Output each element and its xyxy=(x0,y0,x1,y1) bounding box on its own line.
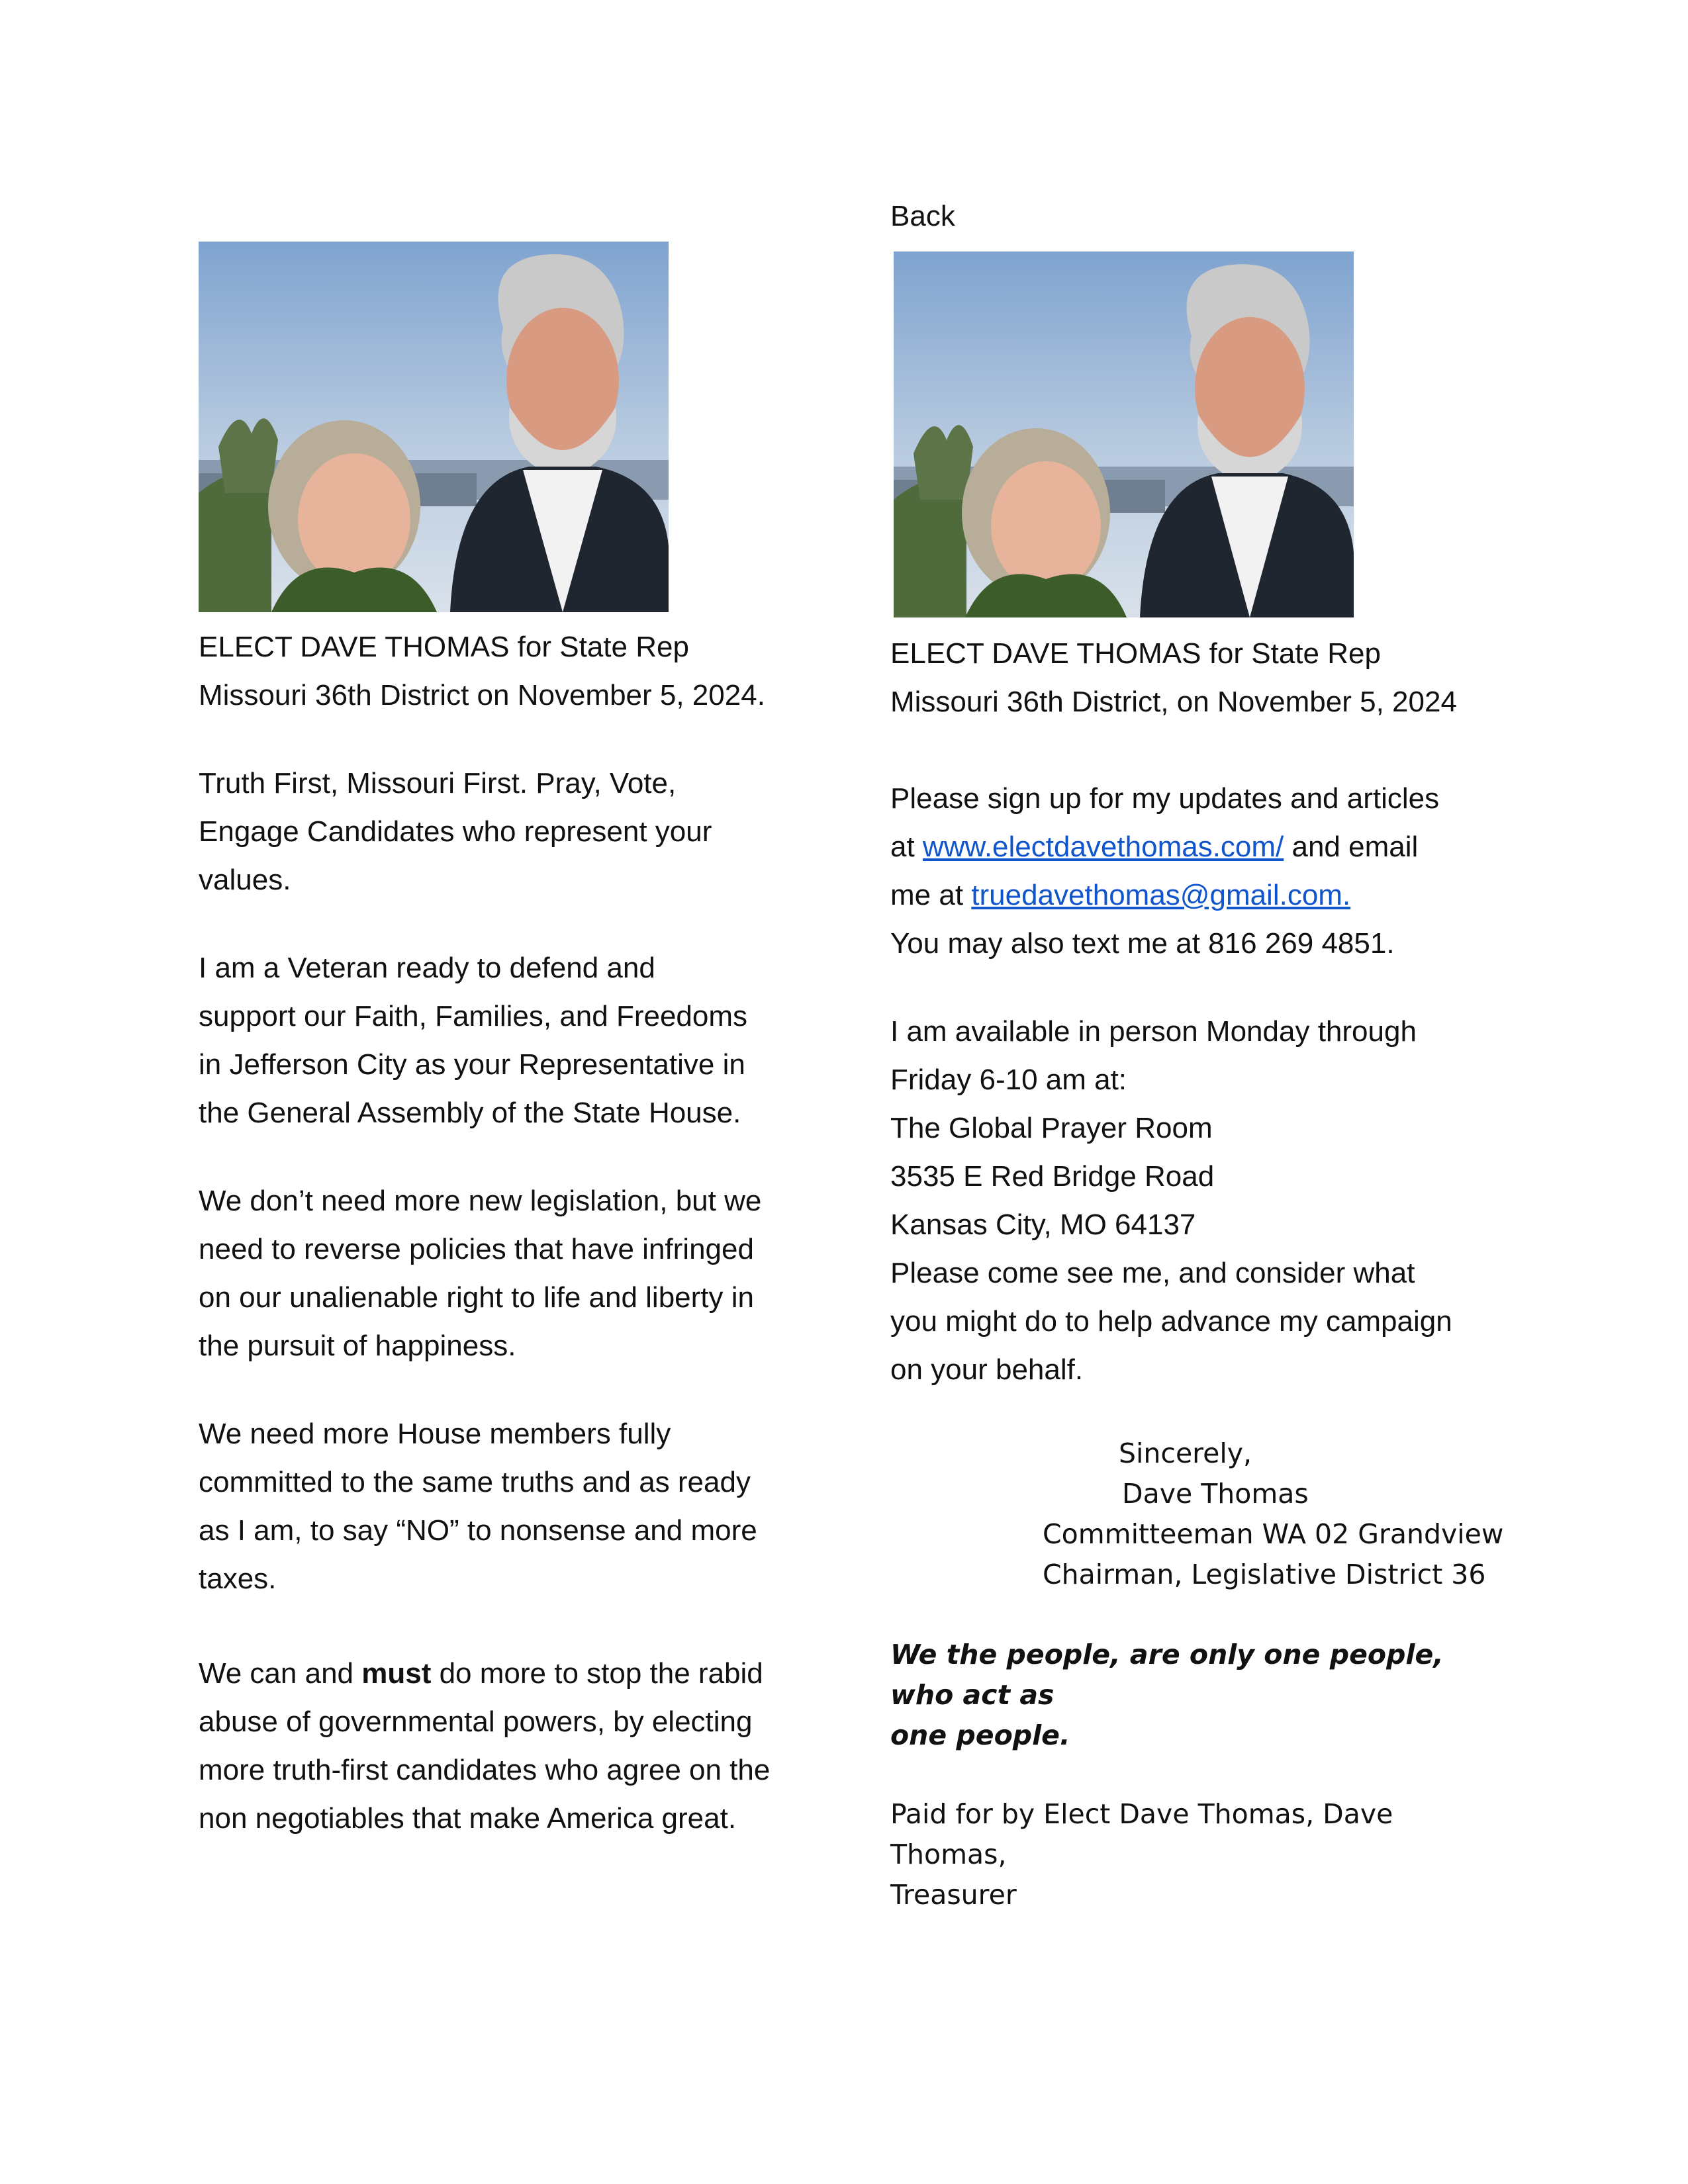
motto xyxy=(890,1635,1509,1756)
text-line: on your behalf. xyxy=(890,1353,1084,1386)
text-line: You may also text me at 816 269 4851. xyxy=(890,927,1395,960)
campaign-photo xyxy=(894,251,1354,617)
signature-title-2: Chairman, Legislative District 36 xyxy=(1043,1559,1486,1590)
left-heading xyxy=(199,623,808,719)
street-address: 3535 E Red Bridge Road xyxy=(890,1160,1215,1193)
text-line: the General Assembly of the State House. xyxy=(199,1097,741,1129)
back-label: Back xyxy=(890,200,955,232)
text-line: on our unalienable right to life and liberty in xyxy=(199,1281,754,1314)
photo-couple-icon xyxy=(199,242,669,612)
right-heading xyxy=(890,629,1509,726)
campaign-photo xyxy=(199,242,669,612)
text-segment: at xyxy=(890,831,923,863)
text-line: We the people, are only one people, who act as xyxy=(890,1639,1444,1711)
website-link[interactable]: www.electdavethomas.com/ xyxy=(922,831,1284,863)
right-column xyxy=(890,199,1509,1915)
text-line: We don’t need more new legislation, but we xyxy=(199,1185,762,1217)
venue-name: The Global Prayer Room xyxy=(890,1112,1213,1144)
availability-paragraph xyxy=(890,1007,1509,1394)
signup-paragraph xyxy=(890,774,1509,968)
paid-for-disclaimer xyxy=(890,1794,1509,1915)
text-line: support our Faith, Families, and Freedoms xyxy=(199,1000,748,1032)
text-line: the pursuit of happiness. xyxy=(199,1330,516,1362)
city-address: Kansas City, MO 64137 xyxy=(890,1208,1196,1241)
text-line: I am a Veteran ready to defend and xyxy=(199,952,655,984)
text-segment: We can and xyxy=(199,1657,362,1690)
text-line: Truth First, Missouri First. Pray, Vote, xyxy=(199,767,677,799)
text-line: you might do to help advance my campaign xyxy=(890,1305,1452,1338)
left-paragraph-3 xyxy=(199,1177,808,1370)
text-line: in Jefferson City as your Representative in xyxy=(199,1048,745,1081)
left-heading-line1: ELECT DAVE THOMAS for State Rep xyxy=(199,631,689,663)
text-line: committed to the same truths and as ready xyxy=(199,1466,751,1498)
signature-name: Dave Thomas xyxy=(1122,1478,1309,1510)
text-line: non negotiables that make America great. xyxy=(199,1802,737,1835)
text-line: need to reverse policies that have infringed xyxy=(199,1233,754,1265)
left-heading-line2: Missouri 36th District on November 5, 2024. xyxy=(199,679,765,711)
text-line: values. xyxy=(199,864,291,896)
text-line: abuse of governmental powers, by electing xyxy=(199,1706,753,1738)
text-line: Please come see me, and consider what xyxy=(890,1257,1415,1289)
right-heading-line1: ELECT DAVE THOMAS for State Rep xyxy=(890,637,1381,670)
text-line: taxes. xyxy=(199,1563,277,1595)
left-column xyxy=(199,242,808,1843)
signature-block xyxy=(890,1433,1509,1595)
emphasis-word: must xyxy=(361,1657,432,1690)
text-line: Engage Candidates who represent your xyxy=(199,815,712,848)
text-segment: me at xyxy=(890,879,972,911)
left-paragraph-4 xyxy=(199,1410,808,1603)
text-line: as I am, to say “NO” to nonsense and more xyxy=(199,1514,757,1547)
signature-closing: Sincerely, xyxy=(1119,1437,1252,1469)
text-line: Paid for by Elect Dave Thomas, Dave Thomas, xyxy=(890,1798,1393,1870)
text-segment: do more to stop the rabid xyxy=(431,1657,763,1690)
photo-couple-icon xyxy=(894,251,1354,617)
left-paragraph-2 xyxy=(199,944,808,1137)
signature-title-1: Committeeman WA 02 Grandview xyxy=(1043,1518,1504,1550)
right-heading-line2: Missouri 36th District, on November 5, 2024 xyxy=(890,686,1457,718)
text-line: Please sign up for my updates and articles xyxy=(890,782,1440,815)
left-paragraph-1 xyxy=(199,759,808,904)
text-line: Treasurer xyxy=(890,1879,1017,1911)
text-line: I am available in person Monday through xyxy=(890,1015,1417,1048)
text-line: Friday 6-10 am at: xyxy=(890,1064,1127,1096)
left-paragraph-5 xyxy=(199,1649,808,1843)
text-line: more truth-first candidates who agree on the xyxy=(199,1754,771,1786)
text-line: one people. xyxy=(890,1719,1070,1751)
text-segment: and email xyxy=(1284,831,1419,863)
email-link[interactable]: truedavethomas@gmail.com. xyxy=(971,879,1351,911)
text-line: We need more House members fully xyxy=(199,1418,671,1450)
